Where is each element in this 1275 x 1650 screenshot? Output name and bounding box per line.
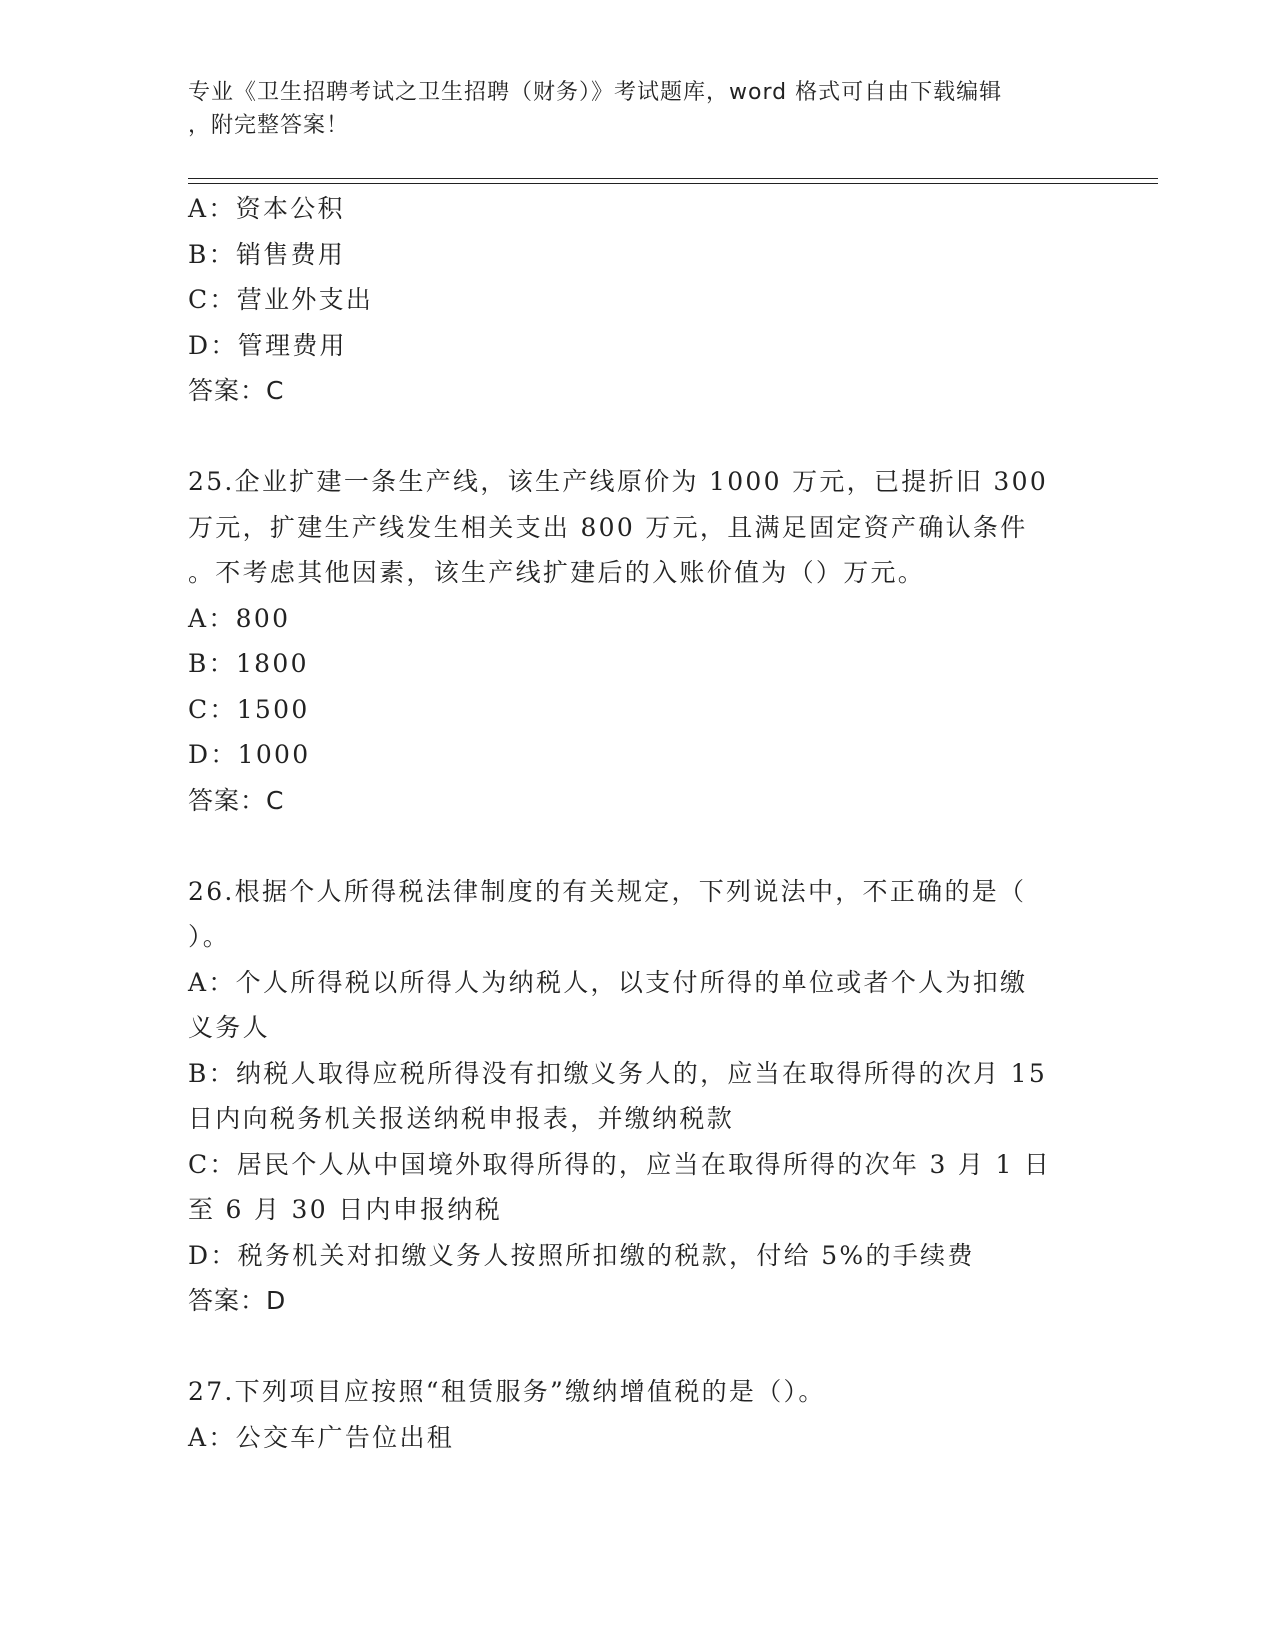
question-text-line: 26.根据个人所得税法律制度的有关规定，下列说法中，不正确的是（ bbox=[188, 876, 1027, 906]
answer: 答案：D bbox=[188, 1286, 287, 1315]
question-text-line: 万元，扩建生产线发生相关支出 800 万元，且满足固定资产确认条件 bbox=[188, 512, 1028, 542]
question-26 bbox=[188, 869, 1088, 1324]
option-d: D：税务机关对扣缴义务人按照所扣缴的税款，付给 5%的手续费 bbox=[188, 1240, 975, 1270]
header-line-1: 专业《卫生招聘考试之卫生招聘（财务）》考试题库，word 格式可自由下载编辑 bbox=[188, 80, 1003, 105]
document-body bbox=[188, 186, 1088, 1460]
answer: 答案：C bbox=[188, 785, 285, 815]
option-b: B：1800 bbox=[188, 649, 309, 678]
header-divider-top bbox=[188, 178, 1158, 179]
question-text-line: 25.企业扩建一条生产线，该生产线原价为 1000 万元，已提折旧 300 bbox=[188, 467, 1049, 496]
option-a: A：公交车广告位出租 bbox=[188, 1422, 455, 1452]
header-divider-bottom bbox=[188, 183, 1158, 184]
question-text-line: 。不考虑其他因素，该生产线扩建后的入账价值为（）万元。 bbox=[188, 558, 926, 587]
option-d: D：1000 bbox=[188, 740, 311, 769]
option-b-continued: 日内向税务机关报送纳税申报表，并缴纳税款 bbox=[188, 1104, 735, 1133]
option-d: D：管理费用 bbox=[188, 330, 347, 360]
option-a: A：800 bbox=[188, 603, 291, 633]
header-line-2: ，附完整答案！ bbox=[188, 113, 350, 138]
answer: 答案：C bbox=[188, 376, 285, 405]
option-a-continued: 义务人 bbox=[188, 1013, 270, 1042]
question-text-line: ）。 bbox=[188, 922, 231, 951]
option-c: C：营业外支出 bbox=[188, 285, 374, 314]
option-c: C：居民个人从中国境外取得所得的，应当在取得所得的次年 3 月 1 日 bbox=[188, 1149, 1052, 1179]
option-a: A：资本公积 bbox=[188, 194, 345, 223]
document-header bbox=[188, 76, 1088, 142]
option-c-continued: 至 6 月 30 日内申报纳税 bbox=[188, 1195, 503, 1224]
question-text-line: 27.下列项目应按照“租赁服务”缴纳增值税的是（）。 bbox=[188, 1377, 826, 1406]
option-a: A：个人所得税以所得人为纳税人，以支付所得的单位或者个人为扣缴 bbox=[188, 967, 1028, 997]
question-25 bbox=[188, 459, 1088, 823]
question-24 bbox=[188, 186, 1088, 414]
question-27 bbox=[188, 1369, 1088, 1460]
option-c: C：1500 bbox=[188, 694, 310, 724]
option-b: B：纳税人取得应税所得没有扣缴义务人的，应当在取得所得的次月 15 bbox=[188, 1058, 1048, 1088]
option-b: B：销售费用 bbox=[188, 239, 346, 269]
